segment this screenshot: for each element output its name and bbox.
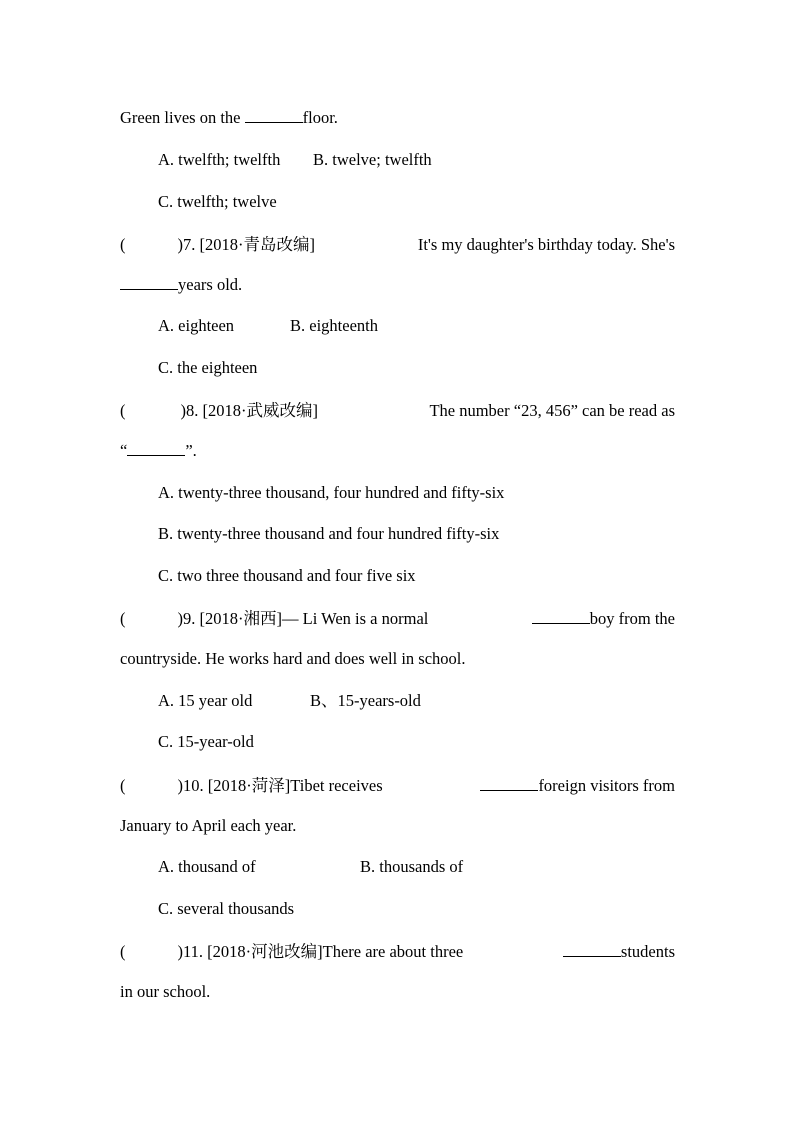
q10-stem-line2: January to April each year.: [120, 816, 297, 835]
q7-stem-line2: [120, 275, 242, 295]
q10-option-c: C. several thousands: [158, 899, 295, 918]
q7-text-line2: years old.: [178, 275, 243, 294]
q11-text-after: students: [620, 942, 675, 961]
q8-option-c: C. two three thousand and four five six: [158, 566, 416, 585]
q7-number: )7.: [177, 235, 196, 254]
q10-option-a: A. thousand of: [158, 857, 256, 876]
q9-stem-line1: [120, 609, 675, 629]
q11-stem-line1: [120, 942, 675, 962]
q11-stem-line2: in our school.: [120, 982, 211, 1001]
q8-stem-line2: [120, 441, 197, 461]
q7-text-line1: It's my daughter's birthday today. She's: [417, 235, 675, 254]
q8-option-a: A. twenty-three thousand, four hundred and fifty-six: [158, 483, 505, 502]
q9-option-b: B、15-years-old: [310, 691, 421, 710]
q6-option-a: A. twelfth; twelfth: [158, 150, 281, 169]
q11-paren: (: [120, 942, 126, 961]
q10-source: [2018·菏泽]: [207, 776, 291, 795]
q7-option-b: B. eighteenth: [290, 316, 378, 335]
q8-blank: [127, 441, 185, 456]
q9-text-after: boy from the: [589, 609, 675, 628]
q9-stem-line2: countryside. He works hard and does well in school.: [120, 649, 466, 668]
q10-blank: [480, 776, 538, 791]
q6-text-after: floor.: [302, 108, 338, 127]
q8-text-line1: The number “23, 456” can be read as: [429, 401, 675, 420]
q6-option-b: B. twelve; twelfth: [313, 150, 432, 169]
q9-number: )9.: [177, 609, 196, 628]
q9-option-a: A. 15 year old: [158, 691, 253, 710]
q10-stem-line1: [120, 776, 675, 796]
q11-source: [2018·河池改编]: [207, 942, 323, 961]
q6-text-before: Green lives on the: [120, 108, 245, 127]
q6-option-c: C. twelfth; twelve: [158, 192, 277, 211]
q8-number: )8.: [180, 401, 199, 420]
q8-paren: (: [120, 401, 126, 420]
q7-source: [2018·青岛改编]: [199, 235, 315, 254]
q9-paren: (: [120, 609, 126, 628]
q7-stem-line1: [120, 235, 675, 255]
q10-option-b: B. thousands of: [360, 857, 464, 876]
q8-close-quote: ”.: [185, 441, 197, 460]
q10-text-after: foreign visitors from: [538, 776, 675, 795]
q6-stem-tail: [120, 108, 338, 128]
q9-blank: [532, 609, 590, 624]
q8-open-quote: “: [120, 441, 128, 460]
q8-stem-line1: [120, 401, 675, 421]
q10-text-before: Tibet receives: [290, 776, 383, 795]
q8-option-b: B. twenty-three thousand and four hundred fifty-six: [158, 524, 500, 543]
q10-paren: (: [120, 776, 126, 795]
q6-blank: [245, 108, 303, 123]
q7-option-a: A. eighteen: [158, 316, 235, 335]
q9-option-c: C. 15-year-old: [158, 732, 254, 751]
q11-text-before: There are about three: [322, 942, 464, 961]
q11-number: )11.: [177, 942, 204, 961]
q11-blank: [563, 942, 621, 957]
q9-text-before: — Li Wen is a normal: [281, 609, 429, 628]
q7-blank: [120, 275, 178, 290]
q8-source: [2018·武威改编]: [202, 401, 318, 420]
q9-source: [2018·湘西]: [199, 609, 282, 628]
q10-number: )10.: [177, 776, 204, 795]
q7-option-c: C. the eighteen: [158, 358, 258, 377]
q7-paren: (: [120, 235, 126, 254]
